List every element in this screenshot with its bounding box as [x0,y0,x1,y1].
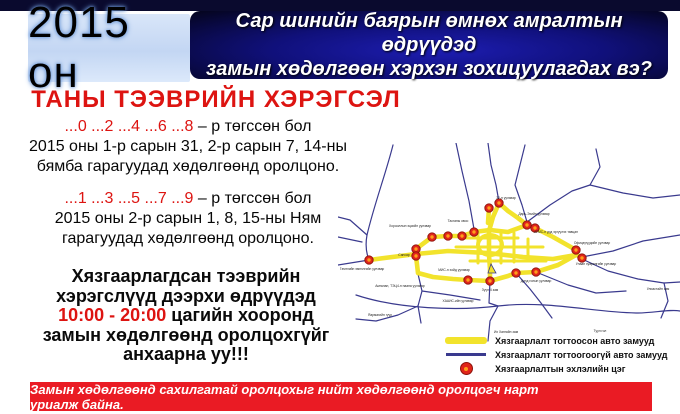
rule-even-plates [2,117,374,177]
legend-label-restricted: Хязгаарлалт тогтоосон авто замууд [495,335,655,346]
warning-time-range: 10:00 - 20:00 [58,305,167,325]
legend-row-start-point [443,362,673,375]
map-label: Улаан хуарангийн уулзвар [575,262,617,266]
normal-roads [338,143,680,341]
map-label: Их Хангайн зам [494,330,518,334]
map-label: Зүүн 4 зам [481,288,499,292]
rule-even-line-1 [2,117,374,137]
restricted-roads [369,203,582,281]
map-label: Амгалан, ТЭЦ4-н наана уулзвар [375,284,425,288]
rule-even-numbers: ...0 ...2 ...4 ...6 ...8 [64,118,194,135]
map-label: Сансар [398,253,410,257]
warning-line-3 [2,306,370,326]
map-label: Офицерүүдийн уулзвар [573,241,611,245]
restriction-warning [2,267,370,365]
legend-label-start-point: Хязгаарлалтын эхлэлийн цэг [495,363,626,374]
legend-row-restricted [443,334,673,347]
warning-line-1: Хязгаарлагдсан тээврийн [71,266,301,286]
legend-row-normal [443,348,673,361]
normal-road-swatch-icon [443,353,489,356]
map-label: Тасганы овоо [447,219,469,223]
legend-label-normal: Хязгаарлалт тогтоогоогүй авто замууд [495,349,668,360]
map-label: Дунд голын уулзвар [520,279,552,283]
map-label: АТМС-н урд эргүүлэх тавцан [534,230,578,234]
rule-odd-line-2: 2015 оны 2-р сарын 1, 8, 15-ны Ням [54,210,322,227]
warning-line-5: анхаарна уу!!! [123,344,249,364]
map-label: Гэмтлийн эмнэлгийн уулзвар [339,267,385,271]
map-legend [443,334,673,376]
rule-odd-numbers: ...1 ...3 ...5 ...7 ...9 [64,190,194,207]
warning-line-2: хэрэгслүүд дээрхи өдрүүдэд [56,285,316,306]
footer-appeal-text: Замын хөдөлгөөнд сахилгатай оролцохыг нийт хөдөлгөөнд оролцогч нарт уриалж байна. [30,381,539,412]
rule-even-line-2: 2015 оны 1-р сарын 31, 2-р сарын 7, 14-ны [29,138,347,155]
map-label: Яармагийн гүүр [367,313,393,317]
rule-odd-plates [2,189,374,249]
map-label: Хорооллын эцсийн уулзвар [388,224,432,228]
map-label: ХААИС-ийн уулзвар [442,299,474,303]
restriction-start-markers [365,199,586,285]
header-question-box [190,11,668,79]
map-label: 32-н уулзвар [496,196,516,200]
warning-line-4: замын хөдөлгөөнд оролцохгүйг [42,324,330,345]
year-badge [28,0,190,97]
rule-odd-suffix: – р төгссөн бол [193,190,312,207]
header-line-2: замын хөдөлгөөн хэрхэн зохицуулагдах вэ? [206,58,652,80]
rule-even-line-3: бямба гарагуудад хөдөлгөөнд оролцоно. [36,158,340,175]
rule-odd-line-3: гарагуудад хөдөлгөөнд оролцоно. [62,230,314,247]
city-road-map-svg [338,143,680,345]
rule-even-suffix: – р төгссөн бол [193,118,312,135]
start-point-swatch-icon [443,362,489,375]
rule-odd-line-1 [2,189,374,209]
map-label: Улиастайн зам [646,287,670,291]
footer-appeal-banner [30,382,652,411]
city-road-map [338,143,680,345]
map-label: МИС-н хойд уулзвар [438,268,470,272]
map-label: Туул гол [593,329,607,333]
restricted-road-swatch-icon [443,337,489,344]
warning-line-3-rest: цагийн хооронд [166,305,314,325]
map-labels [340,196,670,334]
page-title: ТАНЫ ТЭЭВРИЙН ХЭРЭГСЭЛ [31,86,401,113]
map-label: Дарь-Эхийн уулзвар [518,212,550,216]
header-line-1: Сар шинийн баярын өмнөх амралтын өдрүүдэд [235,10,623,56]
year-badge-text: 2015 он [28,0,130,97]
